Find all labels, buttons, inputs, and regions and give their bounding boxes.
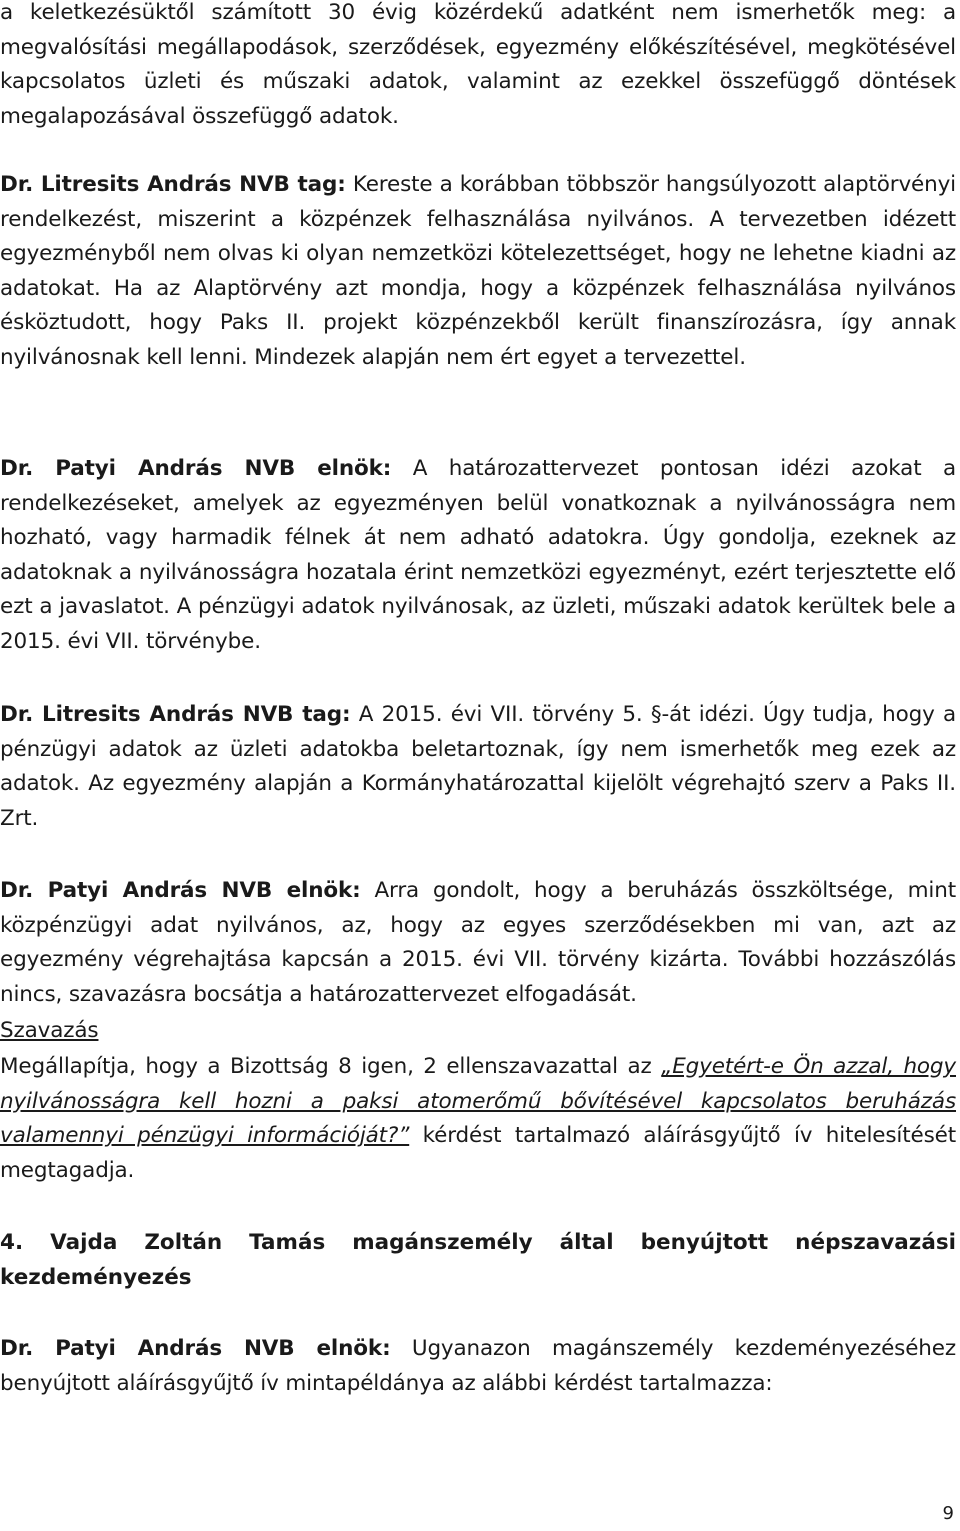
speaker-name: Dr. Litresits András NVB tag: <box>0 702 351 727</box>
paragraph-text: Arra gondolt, hogy a beruházás összköltsége, mint közpénzügyi adat nyilvános, az, hogy az egyes szerződésekben mi van, azt az egyezmény végrehajtása kapcsán a 2015. évi VII. törvény kizárta. További hozzászólás nincs, szavazásra bocsátja a határozattervezet elfogadását. <box>0 878 957 1007</box>
paragraph-text-before: Megállapítja, hogy a Bizottság 8 igen, 2 ellenszavazattal az <box>0 1054 662 1079</box>
paragraph-patyi-2 <box>0 874 956 1012</box>
paragraph-patyi-3 <box>0 1332 956 1401</box>
referendum-question: „Egyetért-e Ön azzal, hogy nyilvánosságra kell hozni a paksi atomerőmű bővítésével kapcsolatos beruházás valamennyi pénzügyi információját?” <box>0 1054 956 1149</box>
paragraph-patyi-1 <box>0 452 956 660</box>
paragraph-text: Kereste a korábban többször hangsúlyozott alaptörvényi rendelkezést, miszerint a közpénzek felhasználása nyilvános. A tervezetben idézett egyezményből nem olvas ki olyan nemzetközi kötelezettséget, hogy ne lehetne kiadni az adatokat. Ha az Alaptörvény azt mondja, hogy a közpénzek felhasználása nyilvános ésköztudott, hogy Paks II. projekt közpénzekből került finanszírozásra, így annak nyilvánosnak kell lenni. Mindezek alapján nem ért egyet a tervezettel. <box>0 172 956 370</box>
paragraph-text: Ugyanazon magánszemély kezdeményezéséhez benyújtott aláírásgyűjtő ív mintapéldánya az alábbi kérdést tartalmazza: <box>0 1336 956 1396</box>
paragraph-litresits-1 <box>0 168 956 376</box>
paragraph-text-after: kérdést tartalmazó aláírásgyűjtő ív hitelesítését megtagadja. <box>0 1123 956 1183</box>
paragraph-text: a keletkezésüktől számított 30 évig közérdekű adatként nem ismerhetők meg: a megvalósítási megállapodások, szerződések, egyezmény előkészítésével, megkötésével kapcsolatos üzleti és műszaki adatok, valamint az ezekkel összefüggő döntések megalapozásával összefüggő adatok. <box>0 0 956 129</box>
paragraph-litresits-2 <box>0 698 956 836</box>
section-heading-4 <box>0 1226 956 1295</box>
paragraph-secret-data-list <box>0 0 956 134</box>
speaker-name: Dr. Patyi András NVB elnök: <box>0 878 361 903</box>
vote-label: Szavazás <box>0 1018 99 1043</box>
vote-label-line <box>0 1014 956 1049</box>
page-number: 9 <box>942 1503 954 1524</box>
paragraph-text: A 2015. évi VII. törvény 5. §-át idézi. Úgy tudja, hogy a pénzügyi adatok az üzleti adatokba beletartoznak, így nem ismerhetők meg ezek az adatok. Az egyezmény alapján a Kormányhatározattal kijelölt végrehajtó szerv a Paks II. Zrt. <box>0 702 956 831</box>
paragraph-text: A határozattervezet pontosan idézi azokat a rendelkezéseket, amelyek az egyezményen belül vonatkoznak a nyilvánosságra nem hozható, vagy harmadik félnek át nem adható adatokra. Úgy gondolja, ezeknek az adatoknak a nyilvánosságra hozatala érint nemzetközi egyezményt, ezért terjesztette elő ezt a javaslatot. A pénzügyi adatok nyilvánosak, az üzleti, műszaki adatok kerültek bele a 2015. évi VII. törvénybe. <box>0 456 957 654</box>
paragraph-decision <box>0 1050 956 1188</box>
speaker-name: Dr. Patyi András NVB elnök: <box>0 1336 391 1361</box>
section-heading-text: 4. Vajda Zoltán Tamás magánszemély által benyújtott népszavazási kezdeményezés <box>0 1230 956 1290</box>
speaker-name: Dr. Patyi András NVB elnök: <box>0 456 392 481</box>
speaker-name: Dr. Litresits András NVB tag: <box>0 172 346 197</box>
